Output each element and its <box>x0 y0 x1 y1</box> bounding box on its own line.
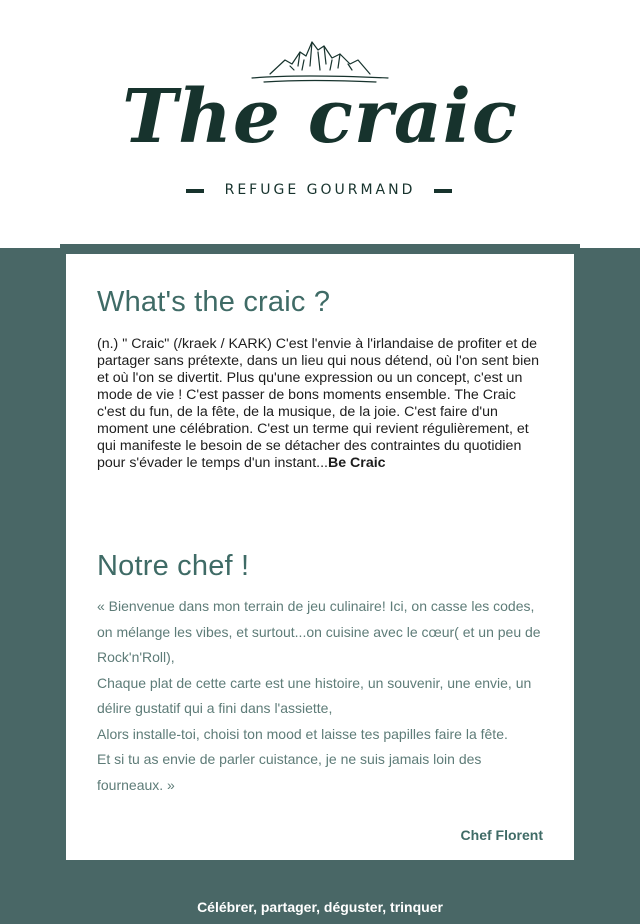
craic-emphasis: Be Craic <box>327 455 386 471</box>
tagline: REFUGE GOURMAND <box>224 182 416 198</box>
chef-quote-paragraph: Chaque plat de cette carte est une histoire, un souvenir, une envie, un délire gustatif qui a fini dans l'assiette, <box>97 674 532 716</box>
craic-body-text: (n.) " Craic" (/kraek / KARK) C'est l'envie à l'irlandaise de profiter et de partager sans prétexte, dans un lieu qui nous détend, où l'on sent bien et où l'on se divertit. Plus qu'une expression ou un concept, c'est un mode de vie ! C'est passer de bons moments ensemble. The Craic c'est du fun, de la fête, de la musique, de la joie. C'est faire d'un moment une célébration. C'est un terme qui revient régulièrement, et qui manifeste le besoin de se détacher des contraintes du quotidien pour s'évader le temps d'un instant... <box>97 336 540 471</box>
chef-quote-paragraph: Et si tu as envie de parler cuistance, je ne suis jamais loin des fourneaux. » <box>97 751 482 793</box>
tagline-right-rule <box>434 189 452 193</box>
content-card <box>66 254 574 860</box>
main-background-edge <box>60 244 580 250</box>
footer-slogan: Célébrer, partager, déguster, trinquer <box>197 899 443 915</box>
chef-quote <box>97 594 547 798</box>
brand-logo-text: The craic <box>122 74 518 160</box>
tagline-row <box>0 180 640 204</box>
chef-quote-paragraph: Alors installe-toi, choisi ton mood et laisse tes papilles faire la fête. <box>97 725 508 742</box>
craic-title: What's the craic ? <box>97 286 331 318</box>
craic-description <box>97 336 547 472</box>
chef-title: Notre chef ! <box>97 550 250 582</box>
chef-quote-paragraph: « Bienvenue dans mon terrain de jeu culinaire! Ici, on casse les codes, on mélange les vibes, et surtout...on cuisine avec le cœur( et un peu de Rock'n'Roll), <box>97 598 541 665</box>
chef-signature: Chef Florent <box>460 827 543 843</box>
header <box>0 0 640 248</box>
